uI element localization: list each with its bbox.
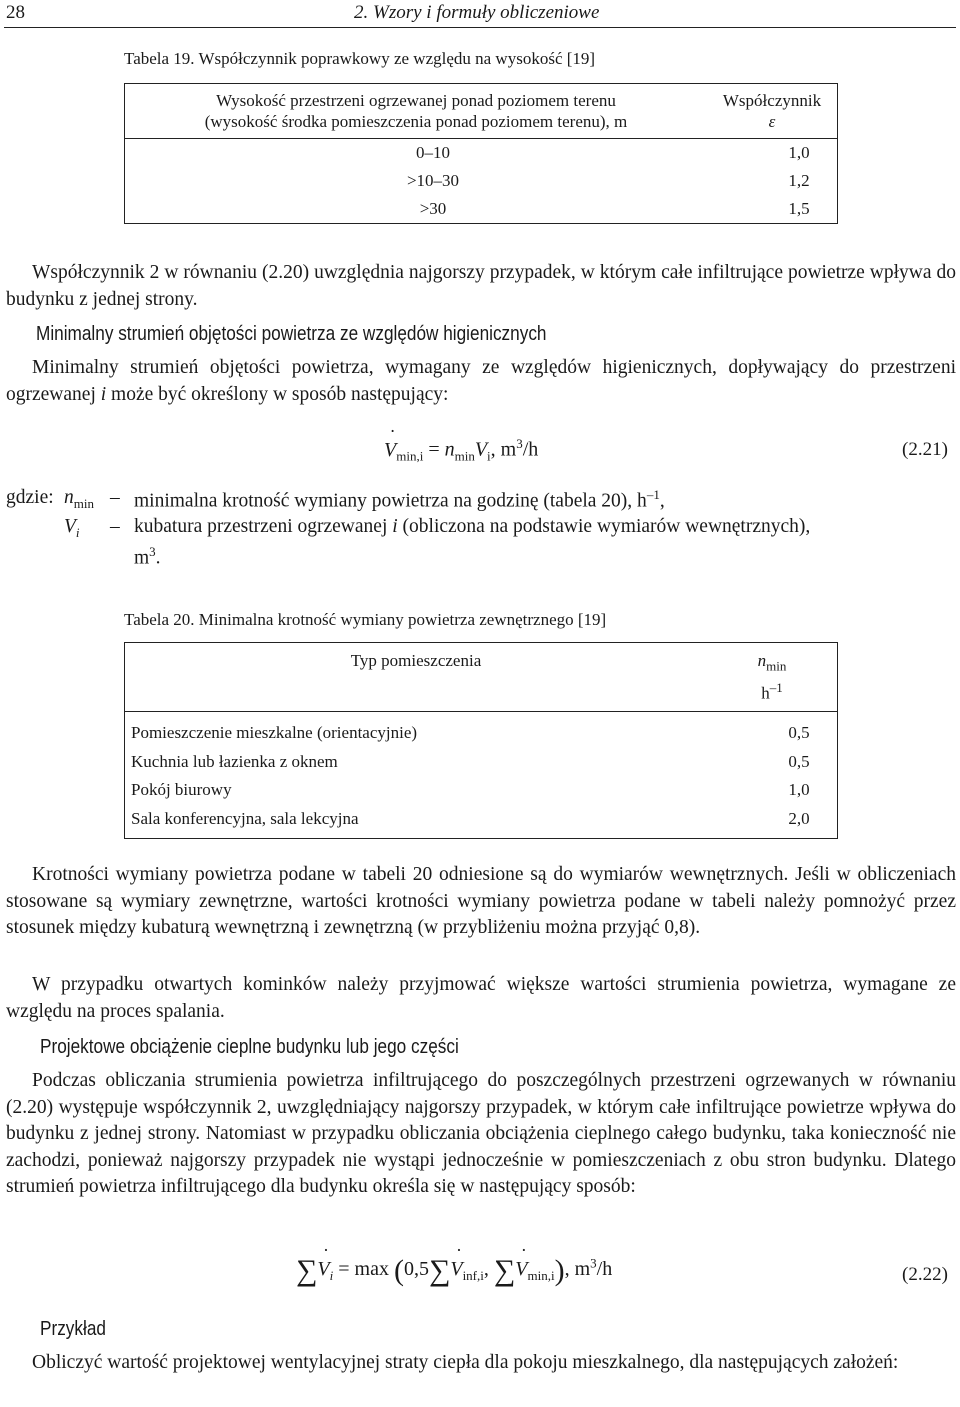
paragraph-fireplaces: W przypadku otwartych kominków należy przyjmować większe wartości strumienia powietrza, wymagane ze względu na proces spalania. <box>6 974 956 1022</box>
paragraph-multipliers: Krotności wymiany powietrza podane w tabeli 20 odniesione są do wymiarów wewnętrznych. Jeśli w obliczeniach stosowane są wymiary zewnętrzne, wartości krotności wymiany powietrza podane w tabeli należy pomnożyć przez stosunek między kubaturą wewnętrzną i zewnętrzną (w przybliżeniu można przyjąć 0,8). <box>6 864 956 938</box>
sym: n <box>757 651 767 671</box>
eq-equals: = <box>428 438 440 461</box>
header-rule <box>4 27 956 28</box>
table19-caption: Tabela 19. Współczynnik poprawkowy ze względu na wysokość [19] <box>124 49 596 68</box>
table20-header-row <box>125 643 838 712</box>
desc: m <box>134 547 150 569</box>
paren-open: ( <box>393 1254 404 1287</box>
table20-col2-header <box>707 643 838 712</box>
sum-symbol: ∑ <box>493 1254 516 1287</box>
table20-type: Pokój biurowy <box>131 780 232 799</box>
table20-type: Pomieszczenie mieszkalne (orientacyjnie) <box>125 712 708 749</box>
sym-sub: min <box>73 495 94 511</box>
eq-unit-tail: /h <box>522 438 539 461</box>
desc-var: i <box>392 516 398 537</box>
table20-col1-header: Typ pomieszczenia <box>350 651 482 670</box>
eq-sub: min,i <box>396 448 424 464</box>
eq-sub: min,i <box>527 1268 555 1283</box>
table19 <box>124 83 838 224</box>
table-row <box>125 167 838 195</box>
table19-value: 1,0 <box>707 139 838 168</box>
desc: (obliczona na podstawie wymiarów wewnętrznych), <box>397 516 811 537</box>
eq-v: V <box>474 438 488 461</box>
paragraph-design-heat-load: Podczas obliczania strumienia powietrza infiltrującego do poszczególnych przestrzeni ogrzewanych w równaniu (2.20) występuje współczynnik 2, uwzględniający najgorszy przypadek, w którym całe infiltrujące powietrze wpływa do budynku z jednej strony. Natomiast w przypadku obliczania obciążenia cieplnego całego budynku, taka konieczność nie zachodzi, ponieważ najgorszy przypadek nie wystąpi jednocześnie w pomieszczeniach z obu stron budynku. Dlatego strumień powietrza infiltrującego dla budynku określa się w następujący sposób: <box>6 1070 956 1197</box>
section-title-min-airflow: Minimalny strumień objętości powietrza ze względów higienicznych <box>36 323 547 345</box>
table20-col2-header-sym <box>713 650 831 676</box>
section-title-example: Przykład <box>40 1318 106 1340</box>
equation-2-22 <box>296 1254 612 1288</box>
eq-max: = max <box>333 1258 389 1280</box>
table20-value: 2,0 <box>788 809 810 828</box>
desc-tail: . <box>155 547 161 569</box>
paragraph-min-airflow <box>6 355 956 408</box>
desc-sup: –1 <box>646 487 660 502</box>
table19-col1-header-line2: (wysokość środka pomieszczenia ponad poziomem terenu), m <box>204 112 628 131</box>
table19-value: 1,2 <box>788 171 810 190</box>
unit-sup: –1 <box>769 679 783 695</box>
table-row <box>125 776 838 804</box>
eq-v-dot: ˙ V <box>384 439 396 462</box>
table20-value: 0,5 <box>707 712 838 749</box>
eq-comma: , <box>483 1258 494 1280</box>
table19-col2-header <box>707 84 838 139</box>
desc: minimalna krotność wymiany powietrza na godzinę (tabela 20), h <box>134 490 647 512</box>
sym: n <box>64 487 74 508</box>
eq-sub: i <box>487 448 491 464</box>
eq-v-dot: ˙ V <box>515 1258 527 1281</box>
var-i: i <box>100 383 107 405</box>
table19-range: >10–30 <box>406 171 460 190</box>
table19-col2-header-line1: Współczynnik <box>722 91 822 110</box>
table19-range: >30 <box>419 199 447 218</box>
table20-caption: Tabela 20. Minimalna krotność wymiany powietrza zewnętrznego [19] <box>124 610 607 629</box>
sym-sub: i <box>75 524 80 540</box>
table20-type: Kuchnia lub łazienka z oknem <box>131 752 338 771</box>
table19-col1-header-line1: Wysokość przestrzeni ogrzewanej ponad poziomem terenu <box>216 91 616 110</box>
where-symbol-vi <box>64 516 80 541</box>
table-row <box>125 804 838 839</box>
paragraph-coefficient-2: Współczynnik 2 w równaniu (2.20) uwzględnia najgorszy przypadek, w którym całe infiltrujące powietrze wpływa do budynku z jednej strony. <box>6 262 956 310</box>
where-desc-nmin <box>134 487 665 513</box>
table19-header-row <box>125 84 838 139</box>
table-row <box>125 195 838 224</box>
para-text: może być określony w sposób następujący: <box>106 383 449 405</box>
where-label: gdzie: <box>6 487 54 508</box>
eq-sub: i <box>329 1268 334 1283</box>
where-symbol-nmin <box>64 487 94 512</box>
eq-sub: inf,i <box>462 1268 484 1283</box>
page-number: 28 <box>6 2 25 23</box>
unit: h <box>761 683 770 703</box>
eq-unit-tail: /h <box>596 1258 613 1280</box>
table20-value: 0,5 <box>788 752 810 771</box>
eq-sup: 3 <box>590 1255 597 1271</box>
table-row <box>125 748 838 776</box>
table20-col2-header-unit <box>713 677 831 704</box>
equation-2-21 <box>384 436 538 465</box>
sym-sub: min <box>766 658 787 674</box>
eq-sub: min <box>454 448 475 464</box>
table20 <box>124 642 838 839</box>
equation-number-2-21: (2.21) <box>902 439 948 460</box>
desc-tail: , <box>659 490 665 512</box>
sum-symbol: ∑ <box>296 1254 318 1287</box>
eq-unit: , m <box>490 438 517 461</box>
page-header <box>0 0 960 30</box>
where-desc-vi <box>134 516 810 538</box>
desc: kubatura przestrzeni ogrzewanej <box>134 516 393 537</box>
where-desc-vi-cont <box>134 544 161 570</box>
eq-coef: 0,5 <box>403 1258 429 1280</box>
table19-col1-header <box>125 84 708 139</box>
eq-v-dot: ˙ V <box>317 1258 329 1281</box>
table20-type: Sala konferencyjna, sala lekcyjna <box>131 809 359 828</box>
eq-sup: 3 <box>516 436 523 451</box>
paren-close: ) <box>554 1254 565 1287</box>
equation-number-2-22: (2.22) <box>902 1264 948 1285</box>
sum-symbol: ∑ <box>428 1254 451 1287</box>
running-title: 2. Wzory i formuły obliczeniowe <box>354 2 600 23</box>
desc-sup: 3 <box>149 544 156 559</box>
table-row <box>125 712 838 749</box>
where-dash: – <box>110 516 120 537</box>
eq-n: n <box>444 438 455 461</box>
section-title-design-heat-load: Projektowe obciążenie cieplne budynku lub jego części <box>40 1036 459 1058</box>
where-dash: – <box>110 487 120 508</box>
eq-v-dot: ˙ V <box>450 1258 462 1281</box>
table-row <box>125 139 838 168</box>
table19-value: 1,5 <box>788 199 810 218</box>
paragraph-example: Obliczyć wartość projektowej wentylacyjnej straty ciepła dla pokoju mieszkalnego, dla następujących założeń: <box>32 1352 899 1373</box>
eq-unit: , m <box>564 1258 591 1280</box>
sym: V <box>64 516 76 537</box>
para-text: Minimalny strumień objętości powietrza, wymagany ze względów higienicznych, dopływający do przestrzeni ogrzewanej <box>6 357 956 405</box>
table19-col2-header-symbol: ε <box>768 112 776 131</box>
table19-range: 0–10 <box>125 139 708 168</box>
table20-value: 1,0 <box>788 780 810 799</box>
